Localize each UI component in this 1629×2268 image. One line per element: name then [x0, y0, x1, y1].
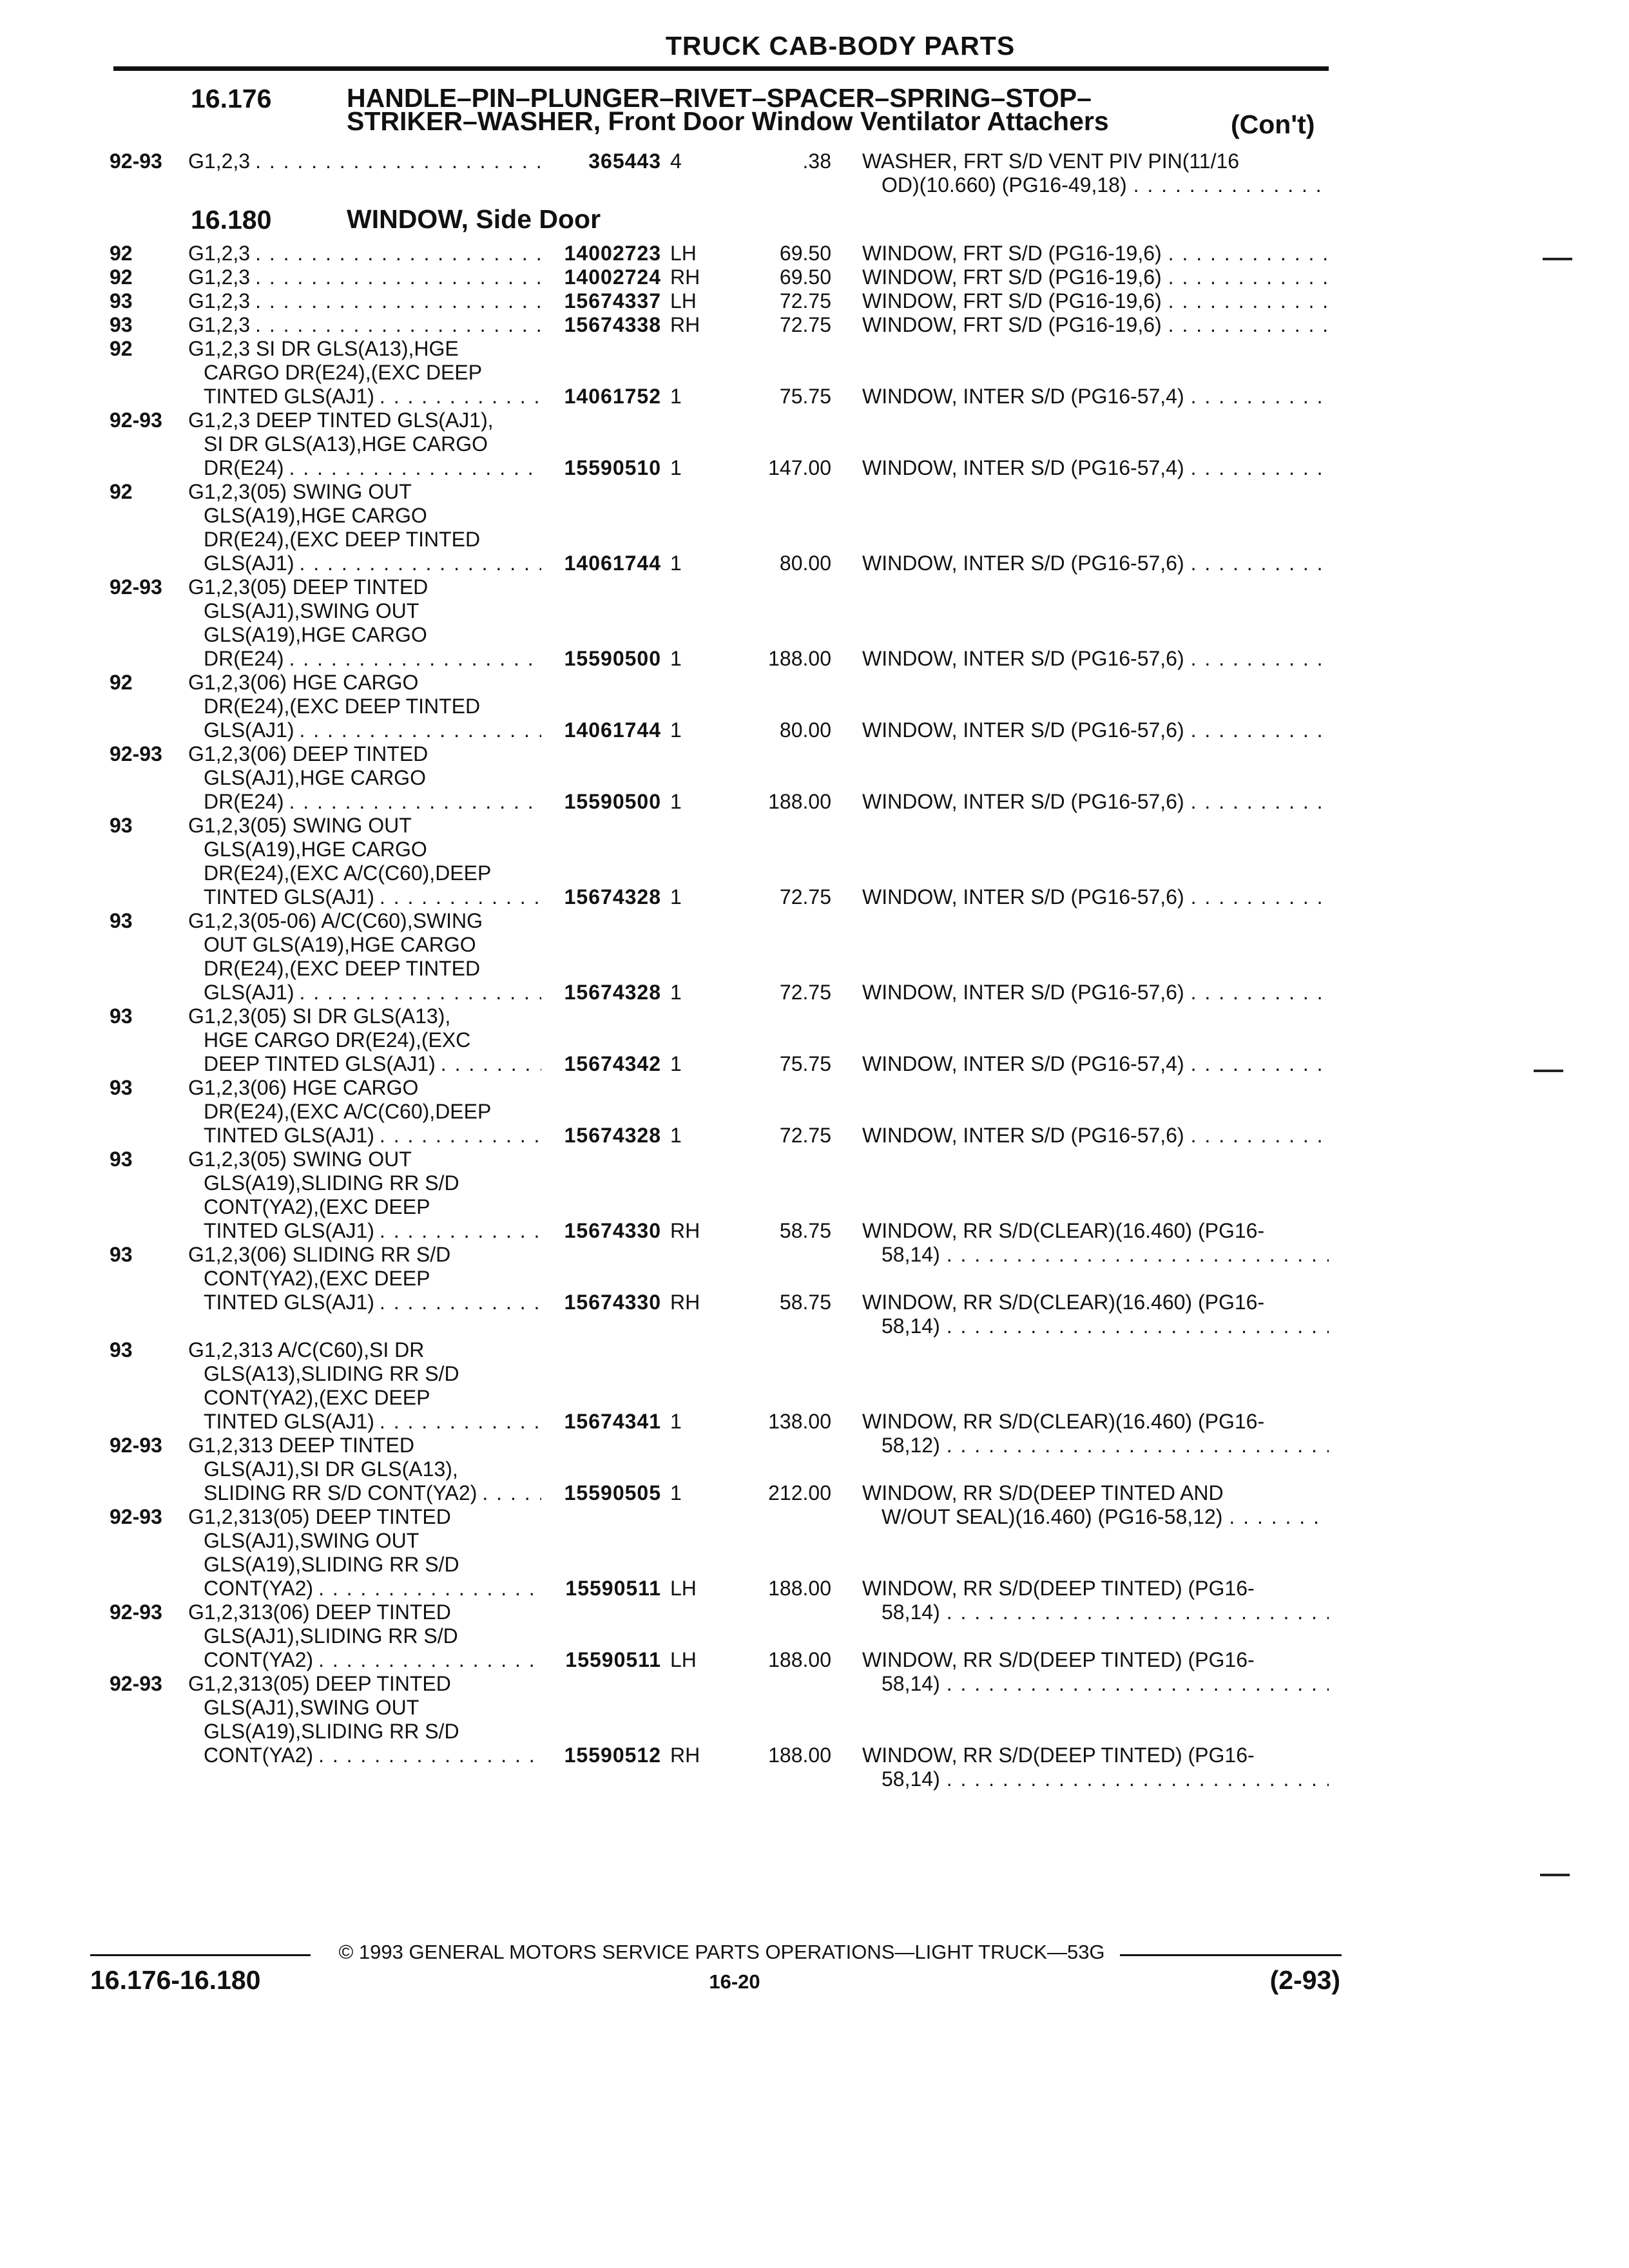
application-line: GLS(AJ1),HGE CARGO — [204, 766, 426, 789]
section-title: WINDOW, Side Door — [347, 204, 601, 234]
part-number: 15674328 — [564, 1124, 661, 1147]
section-title-line: HANDLE–PIN–PLUNGER–RIVET–SPACER–SPRING–STOP– — [347, 83, 1092, 113]
application-text — [188, 1076, 541, 1148]
description-line: WINDOW, INTER S/D (PG16-57,4) — [862, 1052, 1184, 1075]
description-line: WINDOW, RR S/D(DEEP TINTED) (PG16- — [862, 1744, 1255, 1767]
quantity: 1 — [670, 456, 682, 479]
description-line: WINDOW, INTER S/D (PG16-57,6) — [862, 1124, 1184, 1147]
leader-dots — [374, 1291, 541, 1314]
section-number: 16.180 — [191, 205, 272, 235]
application-text — [188, 909, 541, 1004]
application-line: G1,2,3 — [188, 265, 251, 289]
application-line: DR(E24),(EXC DEEP TINTED — [204, 957, 481, 980]
description-line: OD)(10.660) (PG16-49,18) — [882, 173, 1127, 197]
leader-dots — [940, 1600, 1329, 1624]
part-description — [862, 1481, 1329, 1529]
model-year: 92-93 — [110, 1505, 162, 1528]
section-title-line: STRIKER–WASHER, Front Door Window Ventilator Attachers — [347, 106, 1109, 136]
leader-dots — [374, 385, 541, 408]
leader-dots — [313, 1577, 541, 1600]
model-year: 93 — [110, 313, 133, 336]
application-line: G1,2,3 — [188, 289, 251, 312]
leader-dots — [1184, 885, 1329, 909]
quantity: LH — [670, 289, 697, 312]
application-line: G1,2,313(06) DEEP TINTED — [188, 1600, 451, 1624]
application-text — [188, 1434, 541, 1505]
leader-dots — [250, 149, 541, 173]
description-line: 58,14) — [882, 1767, 940, 1791]
part-description — [862, 242, 1329, 265]
application-line: SLIDING RR S/D CONT(YA2) — [204, 1481, 477, 1504]
leader-dots — [294, 718, 541, 742]
part-number: 15674341 — [564, 1410, 661, 1433]
description-line: WINDOW, FRT S/D (PG16-19,6) — [862, 289, 1162, 312]
application-line: G1,2,3 SI DR GLS(A13),HGE — [188, 337, 459, 360]
price: 188.00 — [768, 1648, 831, 1671]
application-line: G1,2,3 — [188, 313, 251, 336]
leader-dots — [1184, 790, 1329, 814]
part-description — [862, 981, 1329, 1004]
application-line: G1,2,313(05) DEEP TINTED — [188, 1672, 451, 1695]
application-line: GLS(AJ1) — [204, 981, 294, 1004]
footer-rule — [1120, 1954, 1342, 1956]
part-description — [862, 1052, 1329, 1076]
part-number: 15674338 — [564, 313, 661, 336]
application-line: TINTED GLS(AJ1) — [204, 885, 374, 908]
quantity: 1 — [670, 1052, 682, 1075]
price: 58.75 — [779, 1219, 831, 1242]
application-line: GLS(A19),HGE CARGO — [204, 623, 427, 646]
leader-dots — [374, 1124, 541, 1148]
price: 72.75 — [779, 313, 831, 336]
application-line: G1,2,3(05) SWING OUT — [188, 1148, 412, 1171]
price: 69.50 — [779, 242, 831, 265]
leader-dots — [294, 981, 541, 1004]
leader-dots — [940, 1434, 1329, 1457]
application-text — [188, 289, 541, 313]
application-text — [188, 265, 541, 289]
application-line: GLS(A19),HGE CARGO — [204, 838, 427, 861]
part-description — [862, 456, 1329, 480]
application-line: TINTED GLS(AJ1) — [204, 1219, 374, 1242]
part-number: 365443 — [588, 149, 661, 173]
quantity: 1 — [670, 1410, 682, 1433]
application-line: G1,2,313 DEEP TINTED — [188, 1434, 414, 1457]
quantity: RH — [670, 265, 700, 289]
application-text — [188, 1148, 541, 1243]
part-number: 15590500 — [564, 647, 661, 670]
price: 212.00 — [768, 1481, 831, 1504]
price: 75.75 — [779, 385, 831, 408]
price: 58.75 — [779, 1291, 831, 1314]
leader-dots — [1184, 552, 1329, 575]
quantity: 1 — [670, 981, 682, 1004]
application-text — [188, 337, 541, 408]
quantity: 1 — [670, 552, 682, 575]
model-year: 92 — [110, 671, 133, 694]
description-line: WINDOW, INTER S/D (PG16-57,4) — [862, 456, 1184, 479]
description-line: 58,14) — [882, 1243, 940, 1266]
part-description — [862, 1744, 1329, 1791]
model-year: 93 — [110, 814, 133, 837]
application-line: TINTED GLS(AJ1) — [204, 1410, 374, 1433]
quantity: 1 — [670, 790, 682, 813]
application-line: GLS(AJ1),SWING OUT — [204, 1696, 419, 1719]
price: 147.00 — [768, 456, 831, 479]
leader-dots — [1184, 385, 1329, 408]
part-number: 15590512 — [564, 1744, 661, 1767]
part-description — [862, 385, 1329, 408]
part-number: 15674328 — [564, 885, 661, 908]
part-description — [862, 1410, 1329, 1457]
part-description — [862, 1219, 1329, 1267]
application-text — [188, 480, 541, 575]
leader-dots — [1162, 242, 1329, 265]
margin-mark — [1540, 1874, 1570, 1876]
quantity: 1 — [670, 385, 682, 408]
footer-rule — [90, 1954, 311, 1956]
application-line: G1,2,3(05) DEEP TINTED — [188, 575, 429, 599]
part-number: 15674328 — [564, 981, 661, 1004]
application-text — [188, 1600, 541, 1672]
quantity: RH — [670, 1291, 700, 1314]
price: 69.50 — [779, 265, 831, 289]
footer-copyright: © 1993 GENERAL MOTORS SERVICE PARTS OPERATIONS—LIGHT TRUCK—53G — [338, 1941, 1105, 1963]
leader-dots — [250, 265, 541, 289]
model-year: 93 — [110, 1243, 133, 1266]
application-line: G1,2,3(06) SLIDING RR S/D — [188, 1243, 451, 1266]
leader-dots — [374, 1219, 541, 1243]
leader-dots — [1184, 1124, 1329, 1148]
leader-dots — [436, 1052, 541, 1076]
part-number: 15590511 — [565, 1577, 661, 1600]
application-line: GLS(A19),SLIDING RR S/D — [204, 1720, 459, 1743]
application-text — [188, 1338, 541, 1434]
leader-dots — [1184, 1052, 1329, 1076]
price: 72.75 — [779, 981, 831, 1004]
description-line: WINDOW, RR S/D(CLEAR)(16.460) (PG16- — [862, 1291, 1265, 1314]
application-line: GLS(AJ1),SWING OUT — [204, 599, 419, 622]
part-description — [862, 149, 1329, 197]
leader-dots — [940, 1243, 1329, 1267]
part-number: 15590510 — [564, 456, 661, 479]
part-number: 15590500 — [564, 790, 661, 813]
quantity: RH — [670, 313, 700, 336]
application-line: CARGO DR(E24),(EXC DEEP — [204, 361, 483, 384]
quantity: 1 — [670, 885, 682, 908]
part-number: 15590505 — [564, 1481, 661, 1504]
application-text — [188, 242, 541, 265]
part-number: 15590511 — [565, 1648, 661, 1671]
part-description — [862, 552, 1329, 575]
application-line: CONT(YA2) — [204, 1648, 314, 1671]
part-number: 14061752 — [564, 385, 661, 408]
part-description — [862, 790, 1329, 814]
description-line: WINDOW, RR S/D(DEEP TINTED) (PG16- — [862, 1648, 1255, 1671]
application-line: HGE CARGO DR(E24),(EXC — [204, 1028, 471, 1052]
description-line: WINDOW, FRT S/D (PG16-19,6) — [862, 265, 1162, 289]
description-line: 58,14) — [882, 1672, 940, 1695]
price: 72.75 — [779, 1124, 831, 1147]
description-line: 58,14) — [882, 1314, 940, 1338]
leader-dots — [250, 313, 541, 337]
application-line: G1,2,3(06) HGE CARGO — [188, 671, 419, 694]
footer-page-number: 16-20 — [709, 1970, 760, 1993]
part-number: 15674337 — [564, 289, 661, 312]
price: 72.75 — [779, 885, 831, 908]
application-text — [188, 149, 541, 173]
description-line: WINDOW, RR S/D(CLEAR)(16.460) (PG16- — [862, 1410, 1265, 1433]
description-line: W/OUT SEAL)(16.460) (PG16-58,12) — [882, 1505, 1223, 1528]
application-line: CONT(YA2),(EXC DEEP — [204, 1267, 430, 1290]
leader-dots — [1184, 718, 1329, 742]
leader-dots — [940, 1314, 1329, 1338]
leader-dots — [374, 1410, 541, 1434]
part-number: 14002724 — [564, 265, 661, 289]
description-line: WINDOW, RR S/D(DEEP TINTED) (PG16- — [862, 1577, 1255, 1600]
price: 188.00 — [768, 1744, 831, 1767]
quantity: 1 — [670, 647, 682, 670]
application-line: G1,2,313(05) DEEP TINTED — [188, 1505, 451, 1528]
leader-dots — [940, 1672, 1329, 1696]
part-number: 15674330 — [564, 1291, 661, 1314]
model-year: 93 — [110, 909, 133, 932]
leader-dots — [284, 647, 541, 671]
application-line: G1,2,313 A/C(C60),SI DR — [188, 1338, 425, 1361]
application-line: GLS(A19),HGE CARGO — [204, 504, 427, 527]
part-number: 14002723 — [564, 242, 661, 265]
quantity: 1 — [670, 718, 682, 742]
model-year: 92 — [110, 480, 133, 503]
footer-section-range: 16.176-16.180 — [90, 1965, 261, 1995]
application-line: GLS(AJ1) — [204, 552, 294, 575]
application-line: GLS(A13),SLIDING RR S/D — [204, 1362, 459, 1385]
description-line: 58,12) — [882, 1434, 940, 1457]
part-number: 15674330 — [564, 1219, 661, 1242]
application-line: TINTED GLS(AJ1) — [204, 385, 374, 408]
application-line: DEEP TINTED GLS(AJ1) — [204, 1052, 436, 1075]
price: 80.00 — [779, 718, 831, 742]
part-description — [862, 1577, 1329, 1624]
model-year: 92 — [110, 265, 133, 289]
leader-dots — [284, 456, 541, 480]
application-line: G1,2,3 — [188, 149, 251, 173]
application-line: OUT GLS(A19),HGE CARGO — [204, 933, 476, 956]
application-line: GLS(A19),SLIDING RR S/D — [204, 1171, 459, 1195]
application-text — [188, 313, 541, 337]
margin-mark — [1543, 258, 1572, 260]
leader-dots — [1184, 981, 1329, 1004]
quantity: 1 — [670, 1481, 682, 1504]
price: 138.00 — [768, 1410, 831, 1433]
part-description — [862, 1648, 1329, 1696]
description-line: WINDOW, RR S/D(CLEAR)(16.460) (PG16- — [862, 1219, 1265, 1242]
model-year: 92-93 — [110, 1672, 162, 1695]
description-line: WINDOW, RR S/D(DEEP TINTED AND — [862, 1481, 1224, 1504]
leader-dots — [1184, 456, 1329, 480]
leader-dots — [250, 242, 541, 265]
application-line: G1,2,3(05) SWING OUT — [188, 814, 412, 837]
application-line: GLS(AJ1),SLIDING RR S/D — [204, 1624, 458, 1648]
application-line: CONT(YA2),(EXC DEEP — [204, 1195, 430, 1218]
price: 80.00 — [779, 552, 831, 575]
section-number: 16.176 — [191, 84, 272, 113]
model-year: 93 — [110, 1338, 133, 1361]
application-line: DR(E24) — [204, 456, 284, 479]
leader-dots — [1222, 1505, 1329, 1529]
model-year: 92-93 — [110, 742, 162, 765]
price: 188.00 — [768, 790, 831, 813]
price: .38 — [802, 149, 831, 173]
leader-dots — [1127, 173, 1329, 197]
application-line: GLS(AJ1) — [204, 718, 294, 742]
leader-dots — [250, 289, 541, 313]
leader-dots — [374, 885, 541, 909]
leader-dots — [1162, 313, 1329, 337]
application-line: G1,2,3 — [188, 242, 251, 265]
application-line: GLS(AJ1),SI DR GLS(A13), — [204, 1457, 458, 1481]
application-line: GLS(AJ1),SWING OUT — [204, 1529, 419, 1552]
price: 188.00 — [768, 647, 831, 670]
application-text — [188, 575, 541, 671]
model-year: 92-93 — [110, 575, 162, 599]
part-description — [862, 718, 1329, 742]
part-description — [862, 265, 1329, 289]
application-line: G1,2,3(05) SI DR GLS(A13), — [188, 1004, 451, 1028]
leader-dots — [1162, 289, 1329, 313]
price: 72.75 — [779, 289, 831, 312]
application-text — [188, 671, 541, 742]
application-line: G1,2,3 DEEP TINTED GLS(AJ1), — [188, 408, 494, 432]
price: 75.75 — [779, 1052, 831, 1075]
application-line: CONT(YA2),(EXC DEEP — [204, 1386, 430, 1409]
description-line: WASHER, FRT S/D VENT PIV PIN(11/16 — [862, 149, 1240, 173]
application-line: DR(E24) — [204, 790, 284, 813]
model-year: 93 — [110, 1004, 133, 1028]
part-description — [862, 289, 1329, 313]
application-line: DR(E24),(EXC A/C(C60),DEEP — [204, 861, 492, 885]
application-text — [188, 1505, 541, 1600]
leader-dots — [294, 552, 541, 575]
description-line: WINDOW, INTER S/D (PG16-57,6) — [862, 718, 1184, 742]
part-description — [862, 647, 1329, 671]
application-text — [188, 408, 541, 480]
description-line: WINDOW, INTER S/D (PG16-57,6) — [862, 790, 1184, 813]
part-description — [862, 1124, 1329, 1148]
quantity: 1 — [670, 1124, 682, 1147]
part-description — [862, 313, 1329, 337]
model-year: 92-93 — [110, 1600, 162, 1624]
description-line: WINDOW, INTER S/D (PG16-57,4) — [862, 385, 1184, 408]
application-text — [188, 1672, 541, 1767]
application-line: DR(E24),(EXC DEEP TINTED — [204, 695, 481, 718]
quantity: RH — [670, 1744, 700, 1767]
application-line: DR(E24),(EXC A/C(C60),DEEP — [204, 1100, 492, 1123]
description-line: WINDOW, FRT S/D (PG16-19,6) — [862, 242, 1162, 265]
application-text — [188, 1004, 541, 1076]
model-year: 92-93 — [110, 1434, 162, 1457]
application-line: SI DR GLS(A13),HGE CARGO — [204, 432, 488, 456]
application-line: G1,2,3(06) DEEP TINTED — [188, 742, 429, 765]
quantity: RH — [670, 1219, 700, 1242]
leader-dots — [477, 1481, 541, 1505]
application-line: G1,2,3(06) HGE CARGO — [188, 1076, 419, 1099]
footer-revision: (2-93) — [1269, 1965, 1340, 1995]
leader-dots — [1184, 647, 1329, 671]
quantity: LH — [670, 242, 697, 265]
application-line: CONT(YA2) — [204, 1577, 314, 1600]
model-year: 92 — [110, 337, 133, 360]
leader-dots — [284, 790, 541, 814]
quantity: 4 — [670, 149, 682, 173]
model-year: 92-93 — [110, 408, 162, 432]
model-year: 92 — [110, 242, 133, 265]
application-line: G1,2,3(05-06) A/C(C60),SWING — [188, 909, 483, 932]
leader-dots — [940, 1767, 1329, 1791]
part-number: 14061744 — [564, 552, 661, 575]
leader-dots — [313, 1744, 541, 1767]
leader-dots — [313, 1648, 541, 1672]
model-year: 93 — [110, 289, 133, 312]
application-line: TINTED GLS(AJ1) — [204, 1124, 374, 1147]
description-line: 58,14) — [882, 1600, 940, 1624]
description-line: WINDOW, INTER S/D (PG16-57,6) — [862, 647, 1184, 670]
application-text — [188, 814, 541, 909]
model-year: 93 — [110, 1148, 133, 1171]
application-line: G1,2,3(05) SWING OUT — [188, 480, 412, 503]
model-year: 93 — [110, 1076, 133, 1099]
page-header: TRUCK CAB-BODY PARTS — [665, 31, 1016, 61]
application-text — [188, 742, 541, 814]
description-line: WINDOW, INTER S/D (PG16-57,6) — [862, 981, 1184, 1004]
application-line: DR(E24),(EXC DEEP TINTED — [204, 528, 481, 551]
part-number: 14061744 — [564, 718, 661, 742]
quantity: LH — [670, 1648, 697, 1671]
application-line: CONT(YA2) — [204, 1744, 314, 1767]
description-line: WINDOW, INTER S/D (PG16-57,6) — [862, 552, 1184, 575]
model-year: 92-93 — [110, 149, 162, 173]
continued-label: (Con't) — [1231, 110, 1315, 139]
margin-mark — [1534, 1070, 1563, 1072]
description-line: WINDOW, INTER S/D (PG16-57,6) — [862, 885, 1184, 908]
application-line: TINTED GLS(AJ1) — [204, 1291, 374, 1314]
quantity: LH — [670, 1577, 697, 1600]
part-description — [862, 1291, 1329, 1338]
description-line: WINDOW, FRT S/D (PG16-19,6) — [862, 313, 1162, 336]
application-text — [188, 1243, 541, 1314]
part-description — [862, 885, 1329, 909]
leader-dots — [1162, 265, 1329, 289]
price: 188.00 — [768, 1577, 831, 1600]
application-line: DR(E24) — [204, 647, 284, 670]
application-line: GLS(A19),SLIDING RR S/D — [204, 1553, 459, 1576]
part-number: 15674342 — [564, 1052, 661, 1075]
